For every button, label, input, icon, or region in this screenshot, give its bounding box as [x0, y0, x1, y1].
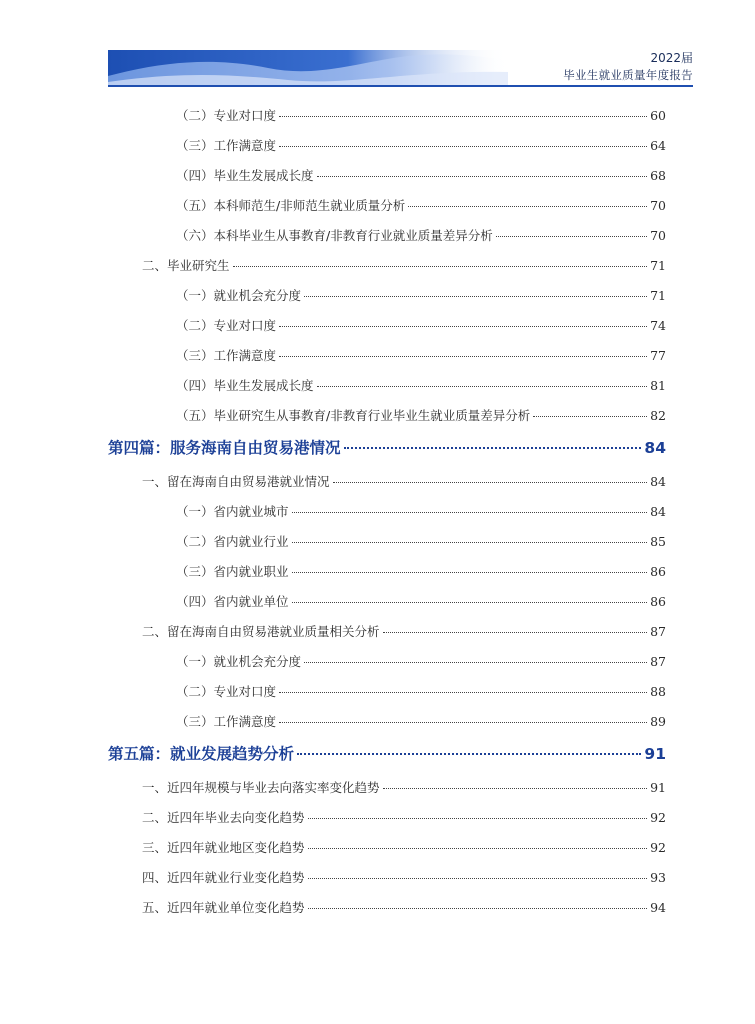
- report-year: 2022届: [650, 51, 693, 65]
- toc-page-number: 84: [650, 504, 666, 519]
- toc-entry-title: （一）就业机会充分度: [176, 654, 302, 669]
- toc-page-number: 87: [650, 654, 666, 669]
- dot-leader: [383, 632, 648, 633]
- dot-leader: [408, 206, 647, 207]
- dot-leader: [279, 146, 647, 147]
- dot-leader: [292, 572, 648, 573]
- toc-page-number: 70: [650, 198, 666, 213]
- toc-entry-title: （二）专业对口度: [176, 684, 277, 699]
- toc-entry-title: （六）本科毕业生从事教育/非教育行业就业质量差异分析: [176, 228, 493, 243]
- toc-subsection-entry[interactable]: [176, 166, 666, 184]
- toc-page-number: 92: [650, 810, 666, 825]
- toc-subsection-entry[interactable]: [176, 136, 666, 154]
- dot-leader: [344, 447, 642, 449]
- toc-page-number: 88: [650, 684, 666, 699]
- toc-entry-title: （五）毕业研究生从事教育/非教育行业毕业生就业质量差异分析: [176, 408, 531, 423]
- toc-subsection-entry[interactable]: [176, 562, 666, 580]
- toc-subsection-entry[interactable]: [176, 106, 666, 124]
- toc-subsection-entry[interactable]: [176, 592, 666, 610]
- toc-subsection-entry[interactable]: [176, 196, 666, 214]
- dot-leader: [292, 602, 648, 603]
- toc-entry-title: 四、近四年就业行业变化趋势: [142, 870, 305, 885]
- toc-subsection-entry[interactable]: [176, 346, 666, 364]
- toc-entry-title: （四）毕业生发展成长度: [176, 168, 314, 183]
- toc-page-number: 85: [650, 534, 666, 549]
- toc-entry-title: （三）工作满意度: [176, 348, 277, 363]
- toc-entry-title: 二、毕业研究生: [142, 258, 230, 273]
- toc-section-entry[interactable]: [142, 808, 666, 826]
- dot-leader: [279, 326, 647, 327]
- toc-subsection-entry[interactable]: [176, 406, 666, 424]
- toc-entry-title: 三、近四年就业地区变化趋势: [142, 840, 305, 855]
- toc-page-number: 87: [650, 624, 666, 639]
- toc-section-entry[interactable]: [142, 256, 666, 274]
- toc-subsection-entry[interactable]: [176, 502, 666, 520]
- toc-entry-title: （四）毕业生发展成长度: [176, 378, 314, 393]
- toc-subsection-entry[interactable]: [176, 226, 666, 244]
- toc-page-number: 77: [650, 348, 666, 363]
- toc-entry-title: （二）专业对口度: [176, 108, 277, 123]
- header-wave-banner: [108, 50, 508, 86]
- toc-part-entry[interactable]: [108, 436, 666, 458]
- toc-entry-title: （五）本科师范生/非师范生就业质量分析: [176, 198, 406, 213]
- report-header: [563, 50, 693, 84]
- toc-page-number: 71: [650, 258, 666, 273]
- toc-entry-title: 第五篇：就业发展趋势分析: [108, 745, 295, 763]
- toc-entry-title: 第四篇：服务海南自由贸易港情况: [108, 439, 341, 457]
- toc-page-number: 74: [650, 318, 666, 333]
- toc-entry-title: （一）省内就业城市: [176, 504, 289, 519]
- dot-leader: [383, 788, 648, 789]
- toc-subsection-entry[interactable]: [176, 376, 666, 394]
- toc-page-number: 92: [650, 840, 666, 855]
- dot-leader: [297, 753, 641, 755]
- toc-entry-title: （二）省内就业行业: [176, 534, 289, 549]
- dot-leader: [304, 296, 647, 297]
- dot-leader: [308, 908, 648, 909]
- toc-page-number: 64: [650, 138, 666, 153]
- toc-section-entry[interactable]: [142, 622, 666, 640]
- dot-leader: [292, 542, 648, 543]
- toc-entry-title: （二）专业对口度: [176, 318, 277, 333]
- toc-page-number: 70: [650, 228, 666, 243]
- toc-entry-title: 一、近四年规模与毕业去向落实率变化趋势: [142, 780, 380, 795]
- dot-leader: [304, 662, 647, 663]
- toc-entry-title: （四）省内就业单位: [176, 594, 289, 609]
- toc-entry-title: （一）就业机会充分度: [176, 288, 302, 303]
- toc-page-number: 93: [650, 870, 666, 885]
- dot-leader: [279, 116, 647, 117]
- dot-leader: [533, 416, 647, 417]
- dot-leader: [317, 176, 648, 177]
- toc-page-number: 71: [650, 288, 666, 303]
- dot-leader: [308, 848, 648, 849]
- dot-leader: [308, 878, 648, 879]
- toc-subsection-entry[interactable]: [176, 286, 666, 304]
- toc-entry-title: 五、近四年就业单位变化趋势: [142, 900, 305, 915]
- report-title: 毕业生就业质量年度报告: [563, 68, 693, 82]
- toc-section-entry[interactable]: [142, 472, 666, 490]
- dot-leader: [308, 818, 648, 819]
- header-divider: [108, 85, 693, 87]
- dot-leader: [233, 266, 648, 267]
- toc-subsection-entry[interactable]: [176, 532, 666, 550]
- toc-entry-title: 二、留在海南自由贸易港就业质量相关分析: [142, 624, 380, 639]
- toc-entry-title: 二、近四年毕业去向变化趋势: [142, 810, 305, 825]
- toc-page-number: 68: [650, 168, 666, 183]
- toc-section-entry[interactable]: [142, 838, 666, 856]
- toc-page-number: 60: [650, 108, 666, 123]
- toc-section-entry[interactable]: [142, 868, 666, 886]
- dot-leader: [292, 512, 648, 513]
- dot-leader: [317, 386, 648, 387]
- dot-leader: [279, 722, 647, 723]
- toc-page-number: 86: [650, 594, 666, 609]
- toc-subsection-entry[interactable]: [176, 712, 666, 730]
- toc-page-number: 84: [644, 439, 666, 457]
- toc-entry-title: （三）省内就业职业: [176, 564, 289, 579]
- toc-page-number: 91: [644, 745, 666, 763]
- toc-part-entry[interactable]: [108, 742, 666, 764]
- toc-page-number: 94: [650, 900, 666, 915]
- dot-leader: [496, 236, 647, 237]
- toc-page-number: 86: [650, 564, 666, 579]
- toc-page-number: 89: [650, 714, 666, 729]
- toc-subsection-entry[interactable]: [176, 652, 666, 670]
- toc-page-number: 91: [650, 780, 666, 795]
- toc-page-number: 82: [650, 408, 666, 423]
- toc-entry-title: （三）工作满意度: [176, 138, 277, 153]
- toc-page-number: 84: [650, 474, 666, 489]
- toc-subsection-entry[interactable]: [176, 316, 666, 334]
- toc-subsection-entry[interactable]: [176, 682, 666, 700]
- toc-section-entry[interactable]: [142, 778, 666, 796]
- dot-leader: [279, 356, 647, 357]
- dot-leader: [279, 692, 647, 693]
- toc-entry-title: 一、留在海南自由贸易港就业情况: [142, 474, 330, 489]
- toc-entry-title: （三）工作满意度: [176, 714, 277, 729]
- toc-section-entry[interactable]: [142, 898, 666, 916]
- dot-leader: [333, 482, 648, 483]
- toc-page-number: 81: [650, 378, 666, 393]
